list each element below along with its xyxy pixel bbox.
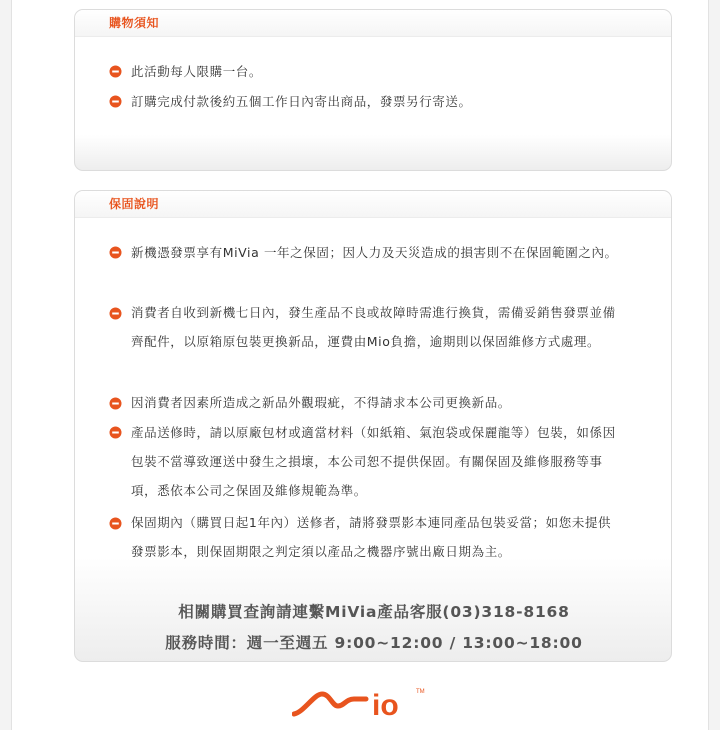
mio-logo-icon xyxy=(292,684,428,720)
warranty-header xyxy=(75,191,671,218)
purchase-notice-title: 購物須知 xyxy=(109,16,160,30)
warranty-title: 保固說明 xyxy=(109,197,160,211)
arrow-bullet-icon xyxy=(109,426,122,439)
arrow-bullet-icon xyxy=(109,517,122,530)
logo-wordmark: io xyxy=(372,689,399,720)
warranty-item: 因消費者因素所造成之新品外觀瑕疵，不得請求本公司更換新品。 xyxy=(131,395,511,410)
arrow-bullet-icon xyxy=(109,95,122,108)
arrow-bullet-icon xyxy=(109,65,122,78)
warranty-item: 產品送修時，請以原廠包材或適當材料（如紙箱、氣泡袋或保麗龍等）包裝，如係因包裝不當導致運送中發生之損壞，本公司恕不提供保固。有關保固及維修服務等事項，悉依本公司之保固及維修規範為準。 xyxy=(131,425,616,498)
warranty-item: 消費者自收到新機七日內，發生產品不良或故障時需進行換貨，需備妥銷售發票並備齊配件，以原箱原包裝更換新品，運費由Mio負擔，逾期則以保固維修方式處理。 xyxy=(131,305,616,349)
purchase-notice-header xyxy=(75,10,671,37)
customer-service-contact: 相關購買查詢請連繫MiVia產品客服(03)318-8168 xyxy=(178,603,570,621)
purchase-notice-item: 訂購完成付款後約五個工作日內寄出商品，發票另行寄送。 xyxy=(131,94,472,109)
arrow-bullet-icon xyxy=(109,397,122,410)
warranty-panel xyxy=(74,190,672,662)
purchase-notice-panel xyxy=(74,9,672,171)
warranty-item: 保固期內（購買日起1年內）送修者，請將發票影本連同產品包裝妥當；如您未提供發票影本，則保固期限之判定須以產品之機器序號出廠日期為主。 xyxy=(131,515,612,559)
warranty-item: 新機憑發票享有MiVia 一年之保固；因人力及天災造成的損害則不在保固範圍之內。 xyxy=(131,245,618,260)
logo-trademark: TM xyxy=(416,689,425,695)
service-hours: 服務時間：週一至週五 9:00~12:00 / 13:00~18:00 xyxy=(165,634,583,652)
arrow-bullet-icon xyxy=(109,307,122,320)
purchase-notice-item: 此活動每人限購一台。 xyxy=(131,64,263,79)
arrow-bullet-icon xyxy=(109,246,122,259)
